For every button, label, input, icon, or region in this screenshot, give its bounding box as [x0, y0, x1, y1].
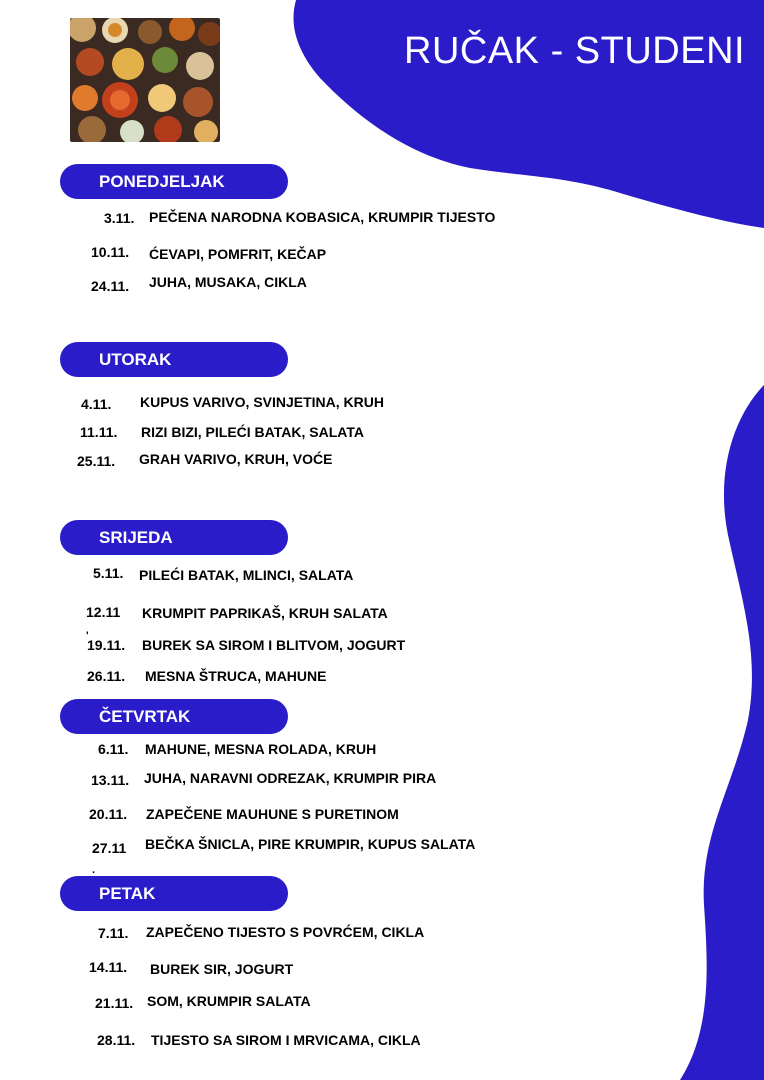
entry-meal: MESNA ŠTRUCA, MAHUNE — [145, 668, 327, 684]
entry-date: 11.11. — [80, 424, 118, 440]
day-header-utorak: UTORAK — [60, 342, 288, 377]
entry-date: 28.11. — [97, 1032, 136, 1048]
entry-date: 14.11. — [89, 959, 128, 975]
entry-date: 7.11. — [98, 925, 129, 941]
entry-meal: RIZI BIZI, PILEĆI BATAK, SALATA — [141, 424, 364, 440]
entry-date: 26.11. — [87, 668, 126, 684]
food-photo — [70, 18, 220, 142]
entry-date: 24.11. — [91, 278, 130, 294]
right-side-blob — [680, 385, 764, 1080]
entry-date: 25.11. — [77, 453, 116, 469]
entry-meal: JUHA, MUSAKA, CIKLA — [149, 274, 307, 290]
entry-meal: SOM, KRUMPIR SALATA — [147, 993, 311, 1009]
entry-date: 4.11. — [81, 396, 112, 412]
entry-date: 6.11. — [98, 741, 129, 757]
entry-meal: JUHA, NARAVNI ODREZAK, KRUMPIR PIRA — [144, 770, 437, 786]
page-title: RUČAK - STUDENI — [404, 30, 746, 72]
entry-date: 10.11. — [91, 244, 130, 260]
day-header-petak: PETAK — [60, 876, 288, 911]
entry-date: 5.11. — [93, 565, 124, 581]
entry-date: 21.11. — [95, 995, 134, 1011]
entry-date: 20.11. — [89, 806, 128, 822]
entry-date: 3.11. — [104, 210, 135, 226]
day-header-ponedjeljak: PONEDJELJAK — [60, 164, 288, 199]
entry-meal: MAHUNE, MESNA ROLADA, KRUH — [145, 741, 377, 757]
entry-meal: KUPUS VARIVO, SVINJETINA, KRUH — [140, 394, 384, 410]
stray-mark: ' — [86, 630, 89, 642]
entry-meal: BEČKA ŠNICLA, PIRE KRUMPIR, KUPUS SALATA — [145, 836, 476, 852]
entry-meal: GRAH VARIVO, KRUH, VOĆE — [139, 451, 333, 467]
entry-meal: TIJESTO SA SIROM I MRVICAMA, CIKLA — [151, 1032, 421, 1048]
entry-meal: KRUMPIT PAPRIKAŠ, KRUH SALATA — [142, 605, 388, 621]
entry-meal: PEČENA NARODNA KOBASICA, KRUMPIR TIJESTO — [149, 209, 496, 225]
entry-date: 27.11 — [92, 840, 127, 856]
entry-meal: ĆEVAPI, POMFRIT, KEČAP — [149, 246, 327, 262]
day-header-cetvrtak: ČETVRTAK — [60, 699, 288, 734]
entry-date: 19.11. — [87, 637, 126, 653]
entry-meal: PILEĆI BATAK, MLINCI, SALATA — [139, 567, 354, 583]
day-header-srijeda: SRIJEDA — [60, 520, 288, 555]
entry-meal: BUREK SA SIROM I BLITVOM, JOGURT — [142, 637, 406, 653]
entry-meal: ZAPEČENE MAUHUNE S PURETINOM — [146, 806, 399, 822]
entry-date: 12.11 — [86, 604, 121, 620]
entry-meal: BUREK SIR, JOGURT — [150, 961, 294, 977]
entry-meal: ZAPEČENO TIJESTO S POVRĆEM, CIKLA — [146, 924, 425, 940]
stray-mark: . — [92, 864, 96, 876]
entry-date: 13.11. — [91, 772, 130, 788]
